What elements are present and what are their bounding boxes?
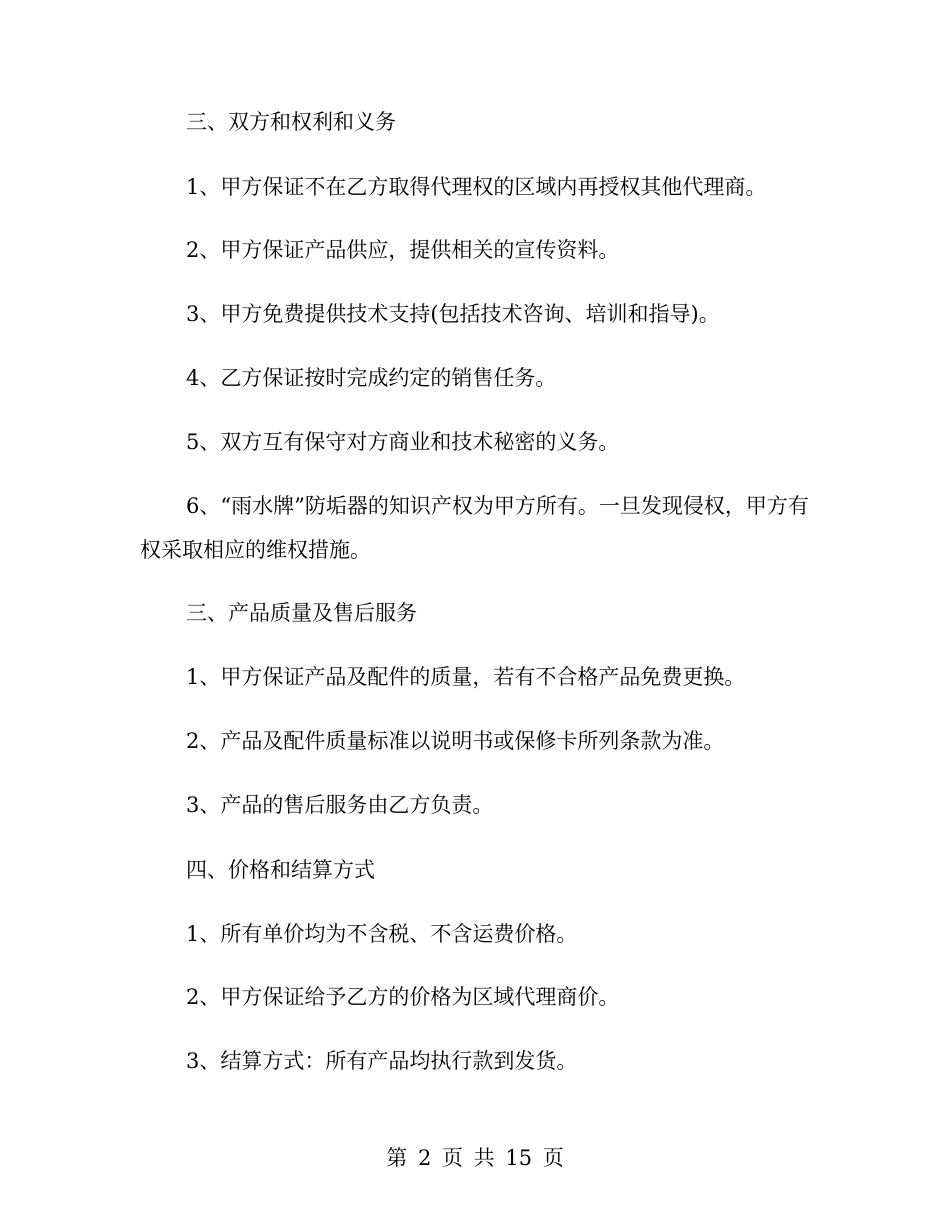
clause-paragraph: 3、甲方免费提供技术支持(包括技术咨询、培训和指导)。	[186, 302, 720, 326]
page-number-footer: 第 2 页 共 15 页	[386, 1146, 564, 1170]
section-heading-quality-service: 三、产品质量及售后服务	[186, 601, 417, 625]
section-heading-price-settlement: 四、价格和结算方式	[186, 858, 375, 882]
clause-paragraph: 2、产品及配件质量标准以说明书或保修卡所列条款为准。	[186, 729, 725, 753]
clause-paragraph: 6、“雨水牌”防垢器的知识产权为甲方所有。一旦发现侵权，甲方有权采取相应的维权措施。	[140, 494, 809, 562]
clause-paragraph: 1、甲方保证产品及配件的质量，若有不合格产品免费更换。	[186, 665, 746, 689]
clause-paragraph: 2、甲方保证产品供应，提供相关的宣传资料。	[186, 238, 620, 262]
section-heading-rights-obligations: 三、双方和权利和义务	[186, 110, 396, 134]
clause-paragraph: 4、乙方保证按时完成约定的销售任务。	[186, 366, 557, 390]
clause-paragraph: 1、甲方保证不在乙方取得代理权的区域内再授权其他代理商。	[186, 175, 767, 199]
clause-paragraph: 3、结算方式：所有产品均执行款到发货。	[186, 1049, 578, 1073]
clause-paragraph: 2、甲方保证给予乙方的价格为区域代理商价。	[186, 985, 620, 1009]
clause-paragraph: 5、双方互有保守对方商业和技术秘密的义务。	[186, 430, 620, 454]
clause-paragraph: 3、产品的售后服务由乙方负责。	[186, 793, 494, 817]
clause-paragraph: 1、所有单价均为不含税、不含运费价格。	[186, 922, 578, 946]
